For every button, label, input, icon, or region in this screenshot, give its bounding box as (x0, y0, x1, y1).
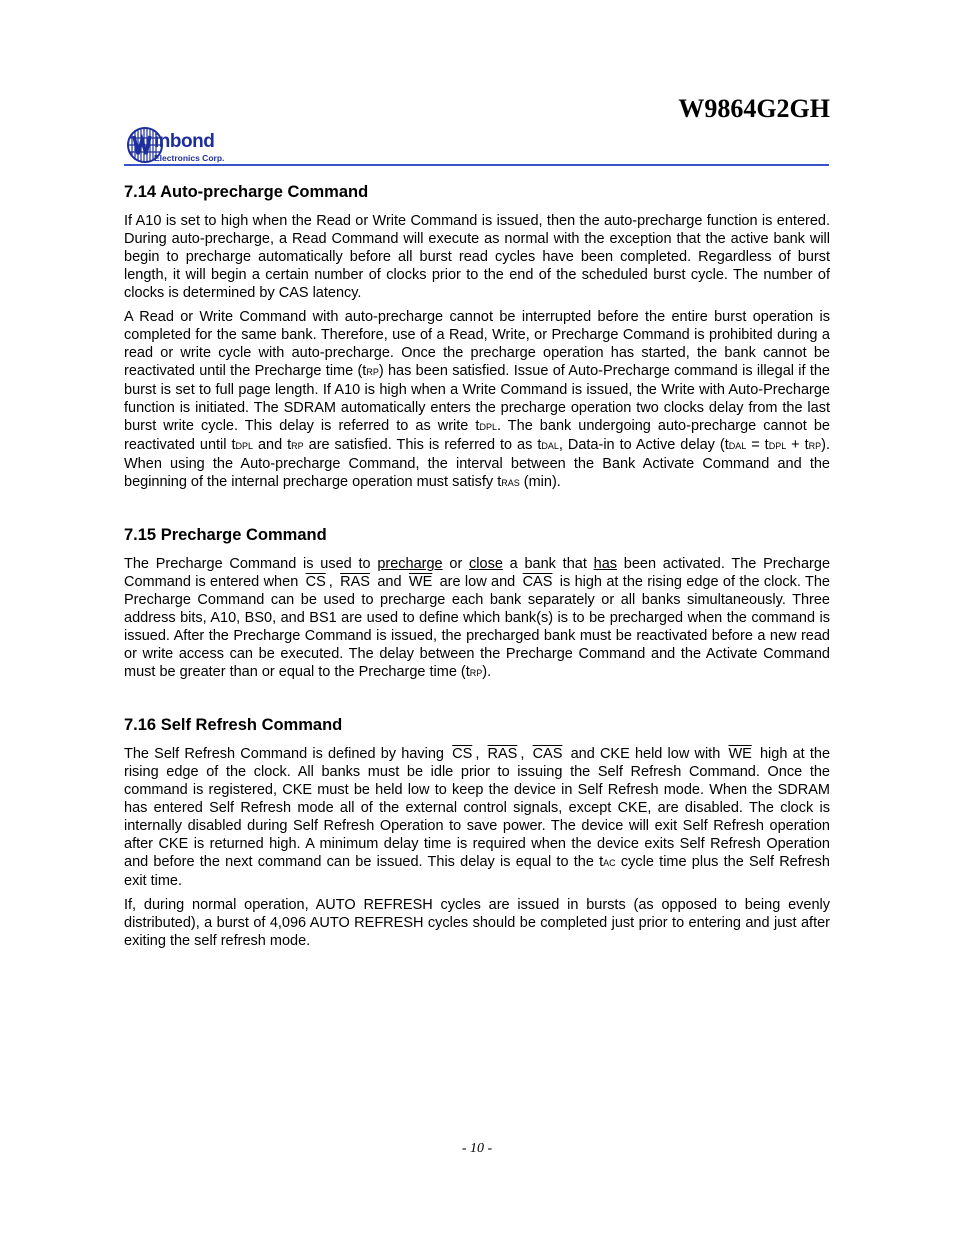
signal-cas: $\overline{CAS}$ (522, 574, 553, 590)
paragraph: If A10 is set to high when the Read or Write Command is issued, then the auto-precharge function is entered. During auto-precharge, a Read Command will execute as normal with the exception that the active bank will begin to precharge automatically before all burst read cycles have been completed. Regardless of burst length, it will begin a certain number of clocks prior to the end of the scheduled burst cycle. The number of clocks is determined by CAS latency. (124, 213, 830, 301)
signal-cs: $\overline{CS}$ (305, 574, 326, 590)
header-rule (124, 164, 829, 166)
paragraph: The Self Refresh Command is defined by having $\overline{CS}$ , $\overline{RAS}$ , $\overline{CAS}$ and CKE held low with $\overline{WE}$ high at the rising edge of the clock. All banks must be idle prior to issuing the Self Refresh Command. Once the command is registered, CKE must be held low to keep the device in Self Refresh mode. When the SDRAM has entered Self Refresh mode all of the external control signals, except CKE, are disabled. The clock is internally disabled during Self Refresh Operation to save power. The device will exit Self Refresh operation after CKE is returned high. A minimum delay time is required when the device exits Self Refresh Operation and before the next command can be issued. This delay is equal to the tAC cycle time plus the Self Refresh exit time. (124, 746, 831, 889)
paragraph: The Precharge Command is used to precharge or close a bank that has been activated. The Precharge Command is entered when $\overline{CS}$ , $\overline{RAS}$ and $\overline{WE}$ are low and $\overline{CAS}$ is high at the rising edge of the clock. The Precharge Command can be used to precharge each bank separately or all banks simultaneously. Three address bits, A10, BS0, and BS1 are used to define which bank(s) is to be precharged when the command is issued. After the Precharge Command is issued, the precharged bank must be reactivated before a new read or write access can be executed. The delay between the Precharge Command and the Activate Command must be greater than or equal to the Precharge time (tRP). (124, 556, 831, 680)
signal-cs: $\overline{CS}$ (452, 746, 473, 762)
winbond-logo (126, 126, 256, 166)
logo-wordmark: inbond (154, 131, 215, 152)
section-heading-7-15: 7.15 Precharge Command (124, 526, 327, 544)
document-body (124, 183, 830, 956)
page-number: - 10 - (461, 1141, 493, 1156)
section-heading-7-14: 7.14 Auto-precharge Command (124, 183, 369, 201)
signal-we: $\overline{WE}$ (408, 574, 433, 590)
signal-ras: $\overline{RAS}$ (487, 746, 518, 762)
signal-ras: $\overline{RAS}$ (340, 574, 370, 590)
signal-cas: $\overline{CAS}$ (532, 746, 563, 762)
paragraph: A Read or Write Command with auto-precharge cannot be interrupted before the entire burst operation is completed for the same bank. Therefore, use of a Read, Write, or Precharge Command is prohibited during a read or write cycle with auto-precharge. Once the precharge operation has started, the bank cannot be reactivated until the Precharge time (tRP) has been satisfied. Issue of Auto-Precharge command is illegal if the burst is set to full page length. If A10 is high when a Write Command is issued, the Write with Auto-Precharge function is initiated. The SDRAM automatically enters the precharge operation two clocks delay from the last burst write cycle. This delay is referred to as write tDPL. The bank undergoing auto-precharge cannot be reactivated until tDPL and tRP are satisfied. This is referred to as tDAL, Data-in to Active delay (tDAL = tDPL + tRP). When using the Auto-precharge Command, the interval between the Bank Activate Command and the beginning of the internal precharge operation must satisfy tRAS (min). (124, 309, 831, 490)
logo-subtitle: Electronics Corp. (154, 153, 225, 163)
paragraph: If, during normal operation, AUTO REFRESH cycles are issued in bursts (as opposed to being evenly distributed), a burst of 4,096 AUTO REFRESH cycles should be completed just prior to entering and just after exiting the self refresh mode. (124, 897, 830, 949)
section-heading-7-16: 7.16 Self Refresh Command (124, 716, 343, 734)
part-number: W9864G2GH (678, 94, 830, 123)
signal-we: $\overline{WE}$ (728, 746, 752, 762)
